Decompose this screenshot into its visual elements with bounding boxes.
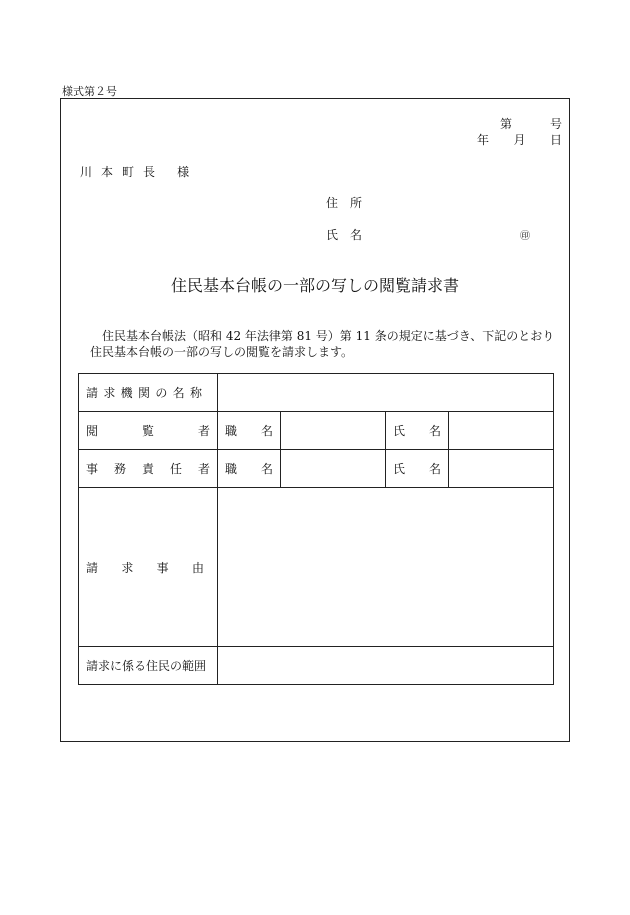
applicant-name-label: 氏 名 — [326, 228, 363, 242]
table-row — [79, 647, 554, 685]
document-date: 年 月 日 — [477, 133, 562, 147]
seal-mark: ㊞ — [520, 231, 530, 242]
body-line-1: 住民基本台帳法（昭和 42 年法律第 81 号）第 11 条の規定に基づき、下記のとおり — [102, 329, 555, 343]
officer-job-title-field[interactable] — [281, 450, 386, 488]
form-number: 様式第２号 — [62, 85, 117, 98]
viewer-name-field[interactable] — [449, 412, 554, 450]
table-row — [79, 488, 554, 647]
viewer-job-title-field[interactable] — [281, 412, 386, 450]
document-number: 第 号 — [500, 117, 562, 131]
scope-label: 請求に係る住民の範囲 — [79, 647, 218, 685]
table-row — [79, 412, 554, 450]
table-row — [79, 450, 554, 488]
officer-label: 事 務 責 任 者 — [79, 450, 218, 488]
table-row — [79, 374, 554, 412]
reason-label: 請 求 事 由 — [79, 488, 218, 647]
viewer-name-label: 氏 名 — [386, 412, 449, 450]
scope-field[interactable] — [218, 647, 554, 685]
officer-job-title-label: 職 名 — [218, 450, 281, 488]
viewer-job-title-label: 職 名 — [218, 412, 281, 450]
org-name-label: 請 求 機 関 の 名 称 — [79, 374, 218, 412]
request-table — [78, 373, 554, 685]
body-line-2: 住民基本台帳の一部の写しの閲覧を請求します。 — [90, 345, 354, 359]
org-name-field[interactable] — [218, 374, 554, 412]
viewer-label: 閲 覧 者 — [79, 412, 218, 450]
document-title: 住民基本台帳の一部の写しの閲覧請求書 — [170, 276, 459, 295]
addressee: 川 本 町 長 様 — [80, 165, 190, 179]
officer-name-label: 氏 名 — [386, 450, 449, 488]
applicant-address-label: 住 所 — [326, 196, 363, 210]
reason-field[interactable] — [218, 488, 554, 647]
officer-name-field[interactable] — [449, 450, 554, 488]
